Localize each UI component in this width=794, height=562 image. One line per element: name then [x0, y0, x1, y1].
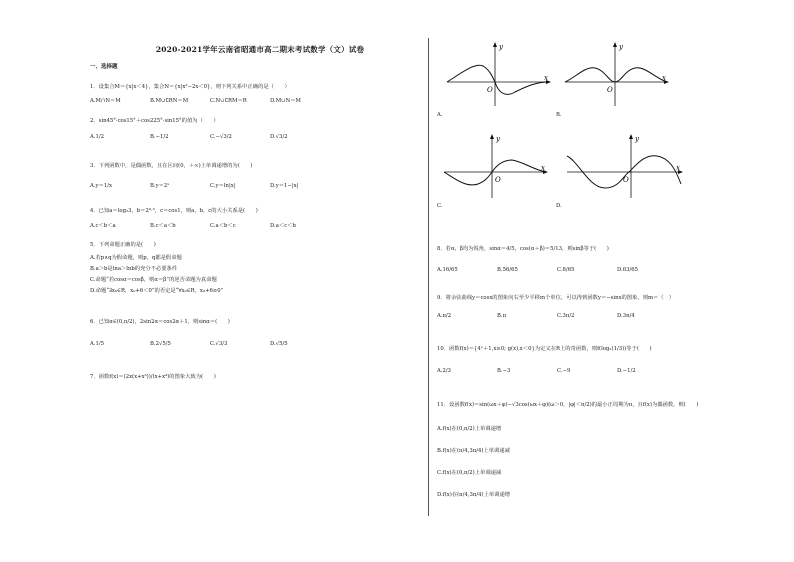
question-4-stem: 4．已知a＝log₂3，b＝2⁰·³，c＝cos1，则a，b，c的大小关系是( ): [90, 208, 258, 214]
section-heading: 一、选择题: [90, 64, 118, 70]
option-b: B.56/65: [497, 267, 518, 273]
option-c: C.3π/2: [557, 313, 575, 319]
option-b: B.−1/2: [150, 134, 169, 140]
question-11-stem: 11．设函数f(x)＝sin(ωx＋φ)−√3cos(ωx＋φ)(ω＞0，|φ|＜π/2)的最小正周期为π，且f(x)为偶函数，则( ): [437, 402, 699, 408]
option-c: C.N∪∁RM＝R: [210, 98, 247, 104]
x-label: x: [544, 74, 548, 82]
question-5-stem: 5．下列命题正确的是( ): [90, 242, 156, 248]
graph-label-d: D.: [556, 203, 562, 209]
question-3-stem: 3．下列函数中，是偶函数，且在区间(0，＋∞)上单调递增的为( ): [90, 163, 253, 169]
option-d: D.3π/4: [617, 313, 635, 319]
y-label: y: [635, 135, 639, 143]
graph-label-b: B.: [556, 112, 562, 118]
question-2-stem: 2．sin45°·cos15°＋cos225°·sin15°的值为（ ）: [90, 118, 219, 124]
option-a: A.M∩N＝M: [90, 98, 121, 104]
graph-a: [445, 40, 555, 108]
option-a: A.f(x)在(0,π/2)上单调递增: [437, 426, 502, 432]
x-label: x: [541, 164, 545, 172]
option-c: C.√3/3: [210, 341, 228, 347]
option-d: D.命题“∃x₀∈R，x₀+6＜0”的否定是“∀x₀∈R，x₀+6≥0”: [90, 288, 224, 294]
y-axis-arrow: [490, 134, 494, 139]
option-b: B.c＜a＜b: [150, 223, 176, 229]
option-d: D.√5/5: [270, 341, 288, 347]
origin-label: O: [487, 86, 493, 94]
option-b: B.f(x)在(π/4,3π/4)上单调递减: [437, 448, 510, 454]
option-d: D.f(x)在(π/4,3π/4)上单调递增: [437, 492, 511, 498]
option-a: A.1/5: [90, 341, 105, 347]
question-6-stem: 6．已知α∈(0,π/2)，2sin2α＝cos2α＋1，则sinα＝( ): [90, 319, 230, 325]
y-label: y: [619, 43, 623, 51]
curve: [565, 68, 667, 82]
x-label: x: [676, 164, 680, 172]
x-label: x: [662, 74, 666, 82]
option-b: B.a＞b是lna＞lnb的充分不必要条件: [90, 266, 178, 272]
option-c: C.y＝ln|x|: [210, 183, 236, 189]
option-c: C.命题“若cosα＝cosβ，则α＝β”的逆否命题为真命题: [90, 277, 217, 283]
graph-label-c: C.: [437, 203, 443, 209]
option-d: D.−1/2: [617, 368, 636, 374]
origin-label: O: [623, 176, 629, 184]
option-a: A.16/65: [437, 267, 458, 273]
question-10-stem: 10．函数f(x)＝{4ˣ＋1,x≥0; g(x),x＜0}为定义在R上的奇函数，则f(log₂(1/3))等于( ): [437, 346, 652, 352]
option-a: A.1/2: [90, 134, 105, 140]
option-b: B.π: [497, 313, 507, 319]
option-c: C.−√3/2: [210, 134, 232, 140]
option-c: C.−9: [557, 368, 571, 374]
option-a: A.2/3: [437, 368, 452, 374]
option-d: D.M∪N＝M: [270, 98, 301, 104]
y-label: y: [499, 43, 503, 51]
option-d: D.a＜c＜b: [270, 223, 296, 229]
graph-b: [563, 40, 673, 108]
option-d: D.63/65: [617, 267, 639, 273]
option-c: C.f(x)在(0,π/2)上单调递减: [437, 470, 502, 476]
y-axis-arrow: [629, 134, 633, 139]
option-d: D.√3/2: [270, 134, 288, 140]
graph-label-a: A.: [437, 112, 443, 118]
option-a: A.y＝1/x: [90, 183, 112, 189]
column-divider: [428, 38, 429, 516]
option-b: B.M∪∁RN＝M: [150, 98, 189, 104]
page-title: 2020-2021学年云南省昭通市高二期末考试数学（文）试卷: [155, 45, 365, 54]
option-a: A.c＜b＜a: [90, 223, 116, 229]
y-label: y: [496, 135, 500, 143]
question-7-stem: 7．函数f(x)＝(2x(x+x³))/(x+x⁴)的图象大致为( ): [90, 374, 216, 380]
option-a: A.若p∧q为假命题，则p，q都是假命题: [90, 255, 182, 261]
option-d: D.y＝1−|x|: [270, 183, 299, 189]
graph-c: [442, 132, 554, 200]
option-a: A.π/2: [437, 313, 452, 319]
option-c: C.8/65: [557, 267, 575, 273]
graph-d: [565, 132, 687, 200]
curve: [447, 65, 549, 94]
option-c: C.a＜b＜c: [210, 223, 236, 229]
question-9-stem: 9．将余弦曲线y＝cosx的图象向右至少平移m个单位，可以得到函数y＝−sinx的图象，则m＝（ ）: [437, 295, 675, 301]
question-1-stem: 1．设集合M＝{x|x＜4}，集合N＝{x|x²−2x＜0}，则下列关系中正确的是（ ）: [90, 84, 290, 90]
origin-label: O: [607, 86, 613, 94]
option-b: B.2√5/5: [150, 341, 171, 347]
origin-label: O: [495, 176, 501, 184]
option-b: B.y＝2ˣ: [150, 183, 170, 189]
option-b: B.−3: [497, 368, 511, 374]
y-axis-arrow: [613, 42, 617, 47]
y-axis-arrow: [493, 42, 497, 47]
question-8-stem: 8．若α，β均为锐角，sinα＝4/5，cos(α＋β)＝5/13，则sinβ等于( ): [437, 246, 609, 252]
